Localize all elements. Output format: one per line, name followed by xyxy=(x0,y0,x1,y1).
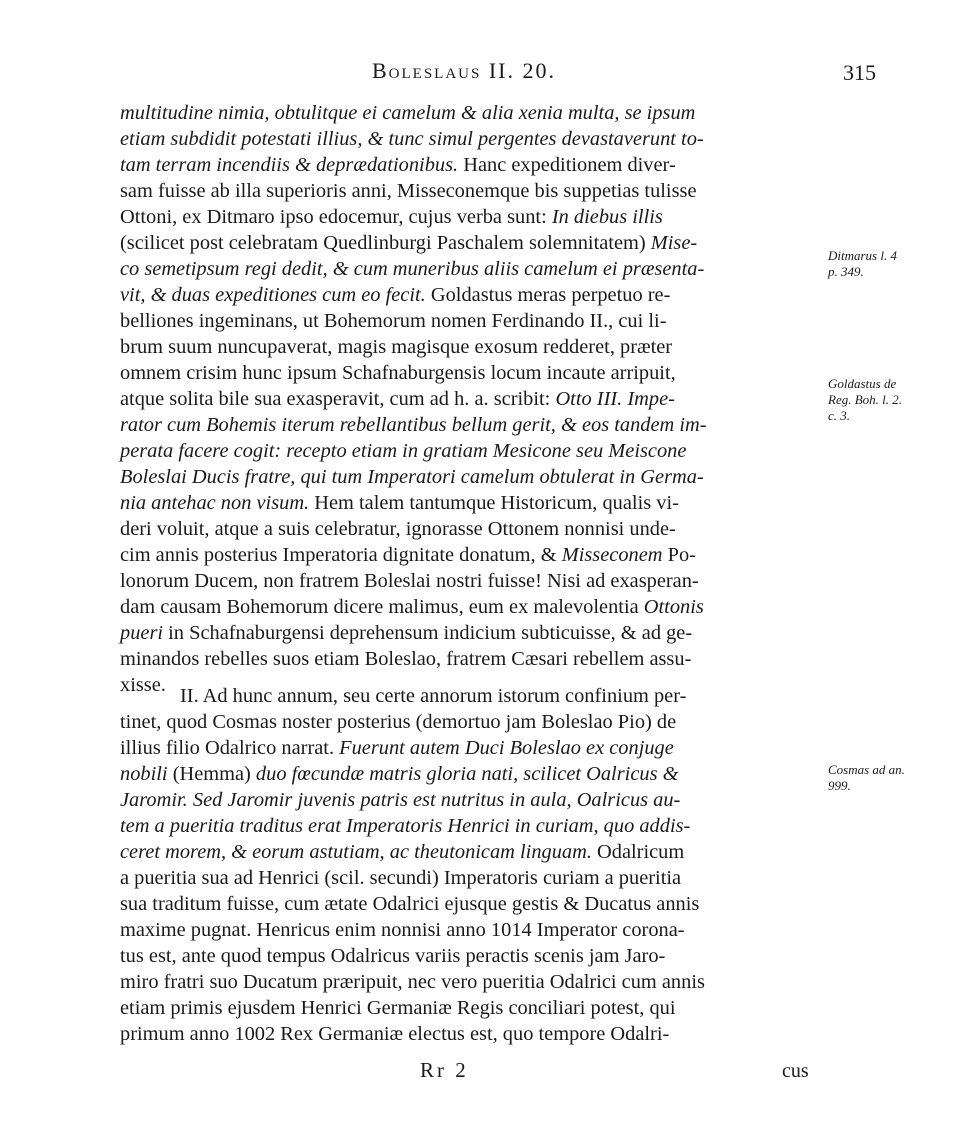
text-line xyxy=(120,969,820,995)
text-line xyxy=(120,464,820,490)
text-line xyxy=(120,917,820,943)
page-header xyxy=(0,58,960,92)
italic-text: rator cum Bohemis iterum rebellantibus bellum gerit, & eos tandem im- xyxy=(120,414,707,436)
text-line xyxy=(120,1021,820,1047)
margin-note-line: 999. xyxy=(828,778,851,793)
text-line xyxy=(120,178,820,204)
italic-text: tam terram incendiis & deprædationibus. xyxy=(120,154,464,176)
roman-text: Odalricum xyxy=(597,841,685,863)
roman-text: (scilicet post celebratam Quedlinburgi Paschalem solemnitatem) xyxy=(120,232,651,254)
text-line xyxy=(120,152,820,178)
text-line xyxy=(120,438,820,464)
running-head: Boleslaus II. 20. xyxy=(372,58,556,83)
text-line xyxy=(120,761,820,787)
roman-text: (Hemma) xyxy=(167,763,256,785)
text-line xyxy=(120,204,820,230)
roman-text: II. Ad hunc annum, seu certe annorum istorum confinium per- xyxy=(180,685,687,707)
roman-text: tinet, quod Cosmas noster posterius (demortuo jam Boleslao Pio) de xyxy=(120,711,677,733)
italic-text: Mise- xyxy=(650,232,698,254)
roman-text: Po- xyxy=(662,544,696,566)
text-line xyxy=(120,386,820,412)
roman-text: deri voluit, atque a suis celebratur, ignorasse Ottonem nonnisi unde- xyxy=(120,518,676,540)
italic-text: pueri xyxy=(120,622,164,644)
margin-note-line: p. 349. xyxy=(828,264,864,279)
italic-text: nobili xyxy=(120,763,168,785)
text-line xyxy=(120,943,820,969)
italic-text: vit, & duas expeditiones cum eo fecit. xyxy=(120,284,431,306)
text-line xyxy=(120,568,820,594)
roman-text: illius filio Odalrico narrat. xyxy=(120,737,340,759)
italic-text: tem a pueritia traditus erat Imperatoris Henrici in curiam, quo addis- xyxy=(120,815,691,837)
text-line xyxy=(120,891,820,917)
roman-text: Hem talem tantumque Historicum, qualis vi- xyxy=(314,492,679,514)
text-line xyxy=(120,995,820,1021)
text-line xyxy=(120,490,820,516)
roman-text: miro fratri suo Ducatum præripuit, nec vero pueritia Odalrici cum annis xyxy=(120,971,705,993)
italic-text: nia antehac non visum. xyxy=(120,492,315,514)
roman-text: sua traditum fuisse, cum ætate Odalrici ejusque gestis & Ducatus annis xyxy=(120,893,700,915)
italic-text: etiam subdidit potestati illius, & tunc simul pergentes devastaverunt to- xyxy=(120,128,704,150)
text-line xyxy=(120,516,820,542)
roman-text: Goldastus meras perpetuo re- xyxy=(430,284,671,306)
margin-note-line: Goldastus de xyxy=(828,376,897,391)
italic-text: In diebus illis xyxy=(551,206,663,228)
roman-text: Ottoni, ex Ditmaro ipso edocemur, cujus verba sunt: xyxy=(120,206,552,228)
margin-note-cosmas xyxy=(828,762,958,794)
roman-text: tus est, ante quod tempus Odalricus variis peractis scenis jam Jaro- xyxy=(120,945,666,967)
text-line xyxy=(120,620,820,646)
italic-text: duo fœcundæ matris gloria nati, scilicet Oalricus & xyxy=(255,763,679,785)
text-line xyxy=(120,865,820,891)
text-line xyxy=(120,256,820,282)
roman-text: minandos rebelles suos etiam Boleslao, fratrem Cæsari rebellem assu- xyxy=(120,648,692,670)
italic-text: perata facere cogit: recepto etiam in gratiam Mesicone seu Meiscone xyxy=(120,440,687,462)
roman-text: cim annis posterius Imperatoria dignitate donatum, & xyxy=(120,544,562,566)
text-line xyxy=(120,360,820,386)
roman-text: brum suum nuncupaverat, magis magisque exosum redderet, præter xyxy=(120,336,673,358)
text-line xyxy=(120,594,820,620)
roman-text: primum anno 1002 Rex Germaniæ electus est, quo tempore Odalri- xyxy=(120,1023,670,1045)
italic-text: Misseconem xyxy=(561,544,663,566)
text-line xyxy=(120,412,820,438)
text-line xyxy=(120,282,820,308)
roman-text: lonorum Ducem, non fratrem Boleslai nostri fuisse! Nisi ad exasperan- xyxy=(120,570,699,592)
italic-text: ceret morem, & eorum astutiam, ac theutonicam linguam. xyxy=(120,841,598,863)
text-line xyxy=(120,839,820,865)
roman-text: xisse. xyxy=(120,674,166,696)
italic-text: Jaromir. Sed Jaromir juvenis patris est nutritus in aula, Oalricus au- xyxy=(120,789,681,811)
roman-text: dam causam Bohemorum dicere malimus, eum ex malevolentia xyxy=(120,596,644,618)
signature-mark: Rr 2 xyxy=(420,1058,469,1082)
catchword: cus xyxy=(782,1060,809,1082)
italic-text: multitudine nimia, obtulitque ei camelum & alia xenia multa, se ipsum xyxy=(120,102,696,124)
roman-text: Hanc expeditionem diver- xyxy=(463,154,676,176)
italic-text: co semetipsum regi dedit, & cum muneribus aliis camelum ei præsenta- xyxy=(120,258,705,280)
text-line xyxy=(180,683,880,709)
text-line xyxy=(120,813,820,839)
text-line xyxy=(120,100,820,126)
text-line xyxy=(120,735,820,761)
margin-note-line: c. 3. xyxy=(828,408,851,423)
roman-text: omnem crisim hunc ipsum Schafnaburgensis locum incaute arripuit, xyxy=(120,362,676,384)
roman-text: sam fuisse ab illa superioris anni, Misseconemque bis suppetias tulisse xyxy=(120,180,697,202)
text-line xyxy=(120,126,820,152)
roman-text: atque solita bile sua exasperavit, cum ad h. a. scribit: xyxy=(120,388,556,410)
roman-text: in Schafnaburgensi deprehensum indicium subticuisse, & ad ge- xyxy=(163,622,693,644)
text-line xyxy=(120,542,820,568)
italic-text: Otto III. Impe- xyxy=(555,388,675,410)
text-line xyxy=(120,646,820,672)
margin-note-ditmarus xyxy=(828,248,958,280)
text-line xyxy=(120,308,820,334)
page-number: 315 xyxy=(843,60,876,85)
text-line xyxy=(120,230,820,256)
margin-note-line: Cosmas ad an. xyxy=(828,762,905,777)
italic-text: Fuerunt autem Duci Boleslao ex conjuge xyxy=(339,737,674,759)
roman-text: etiam primis ejusdem Henrici Germaniæ Regis conciliari potest, qui xyxy=(120,997,676,1019)
text-line xyxy=(120,787,820,813)
italic-text: Ottonis xyxy=(643,596,704,618)
text-line xyxy=(120,709,820,735)
roman-text: belliones ingeminans, ut Bohemorum nomen Ferdinando II., cui li- xyxy=(120,310,667,332)
text-line xyxy=(120,334,820,360)
italic-text: Boleslai Ducis fratre, qui tum Imperatori camelum obtulerat in Germa- xyxy=(120,466,704,488)
margin-note-line: Reg. Boh. l. 2. xyxy=(828,392,903,407)
roman-text: a pueritia sua ad Henrici (scil. secundi) Imperatoris curiam a pueritia xyxy=(120,867,682,889)
margin-note-goldastus xyxy=(828,376,958,424)
roman-text: maxime pugnat. Henricus enim nonnisi anno 1014 Imperator corona- xyxy=(120,919,685,941)
margin-note-line: Ditmarus l. 4 xyxy=(828,248,897,263)
